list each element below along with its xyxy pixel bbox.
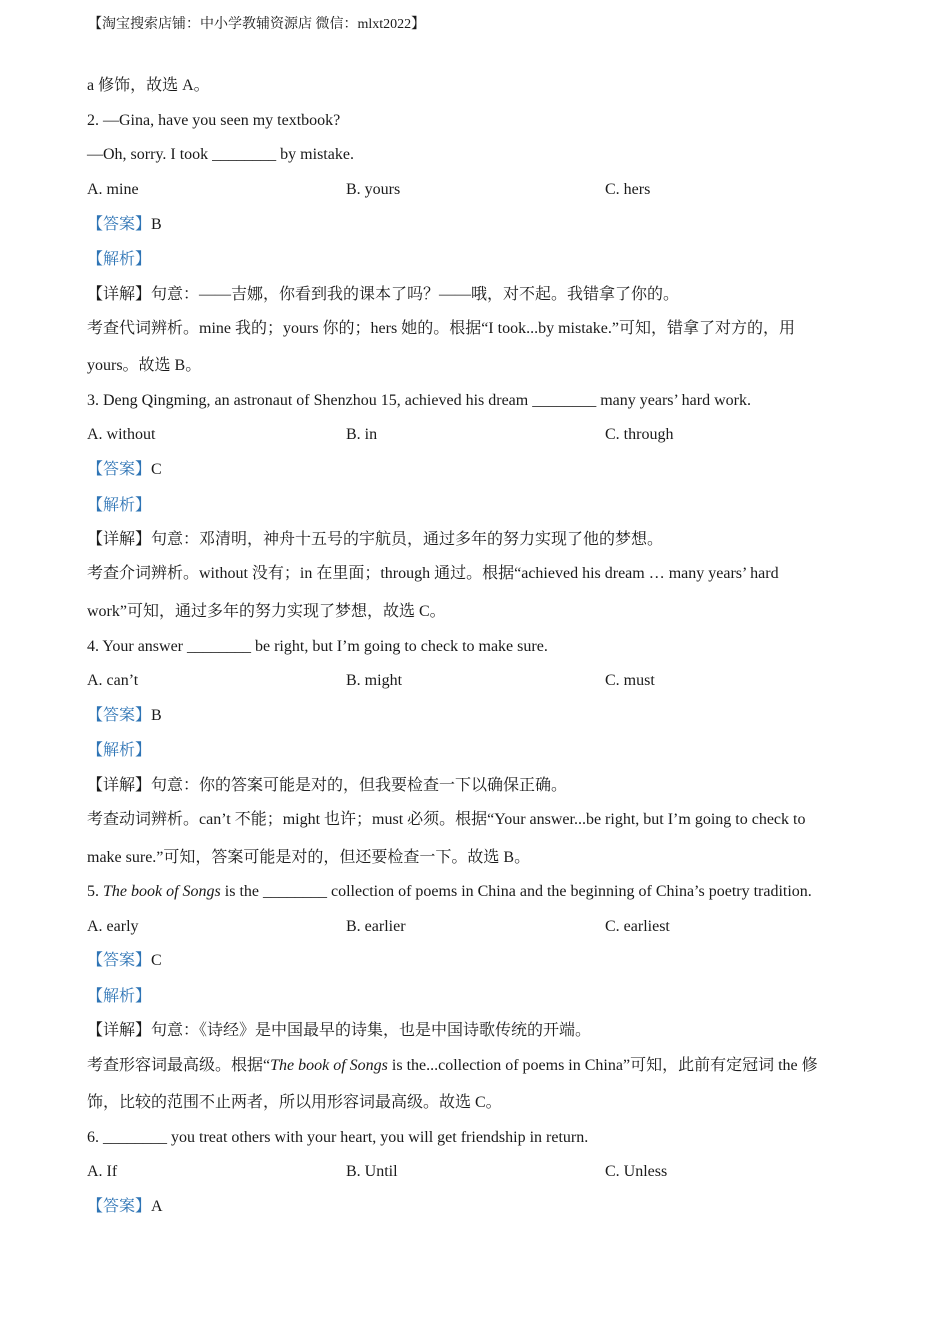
q5-explain-line2: 饰，比较的范围不止两者，所以用形容词最高级。故选 C。	[87, 1094, 502, 1111]
q3-answer-value: C	[151, 461, 162, 478]
q3-stem: 3. Deng Qingming, an astronaut of Shenzhou 15, achieved his dream ________ many years’ hard work.	[87, 392, 751, 409]
q4-detail	[87, 776, 567, 796]
q3-option-b: B. in	[346, 426, 378, 443]
q5-stem-title: The book of Songs	[103, 883, 221, 900]
q6-option-b: B. Until	[346, 1163, 398, 1180]
q5-stem-number: 5.	[87, 883, 103, 900]
q5-explain-pre: 考查形容词最高级。根据“	[87, 1057, 271, 1074]
q4-stem: 4. Your answer ________ be right, but I’m going to check to make sure.	[87, 638, 548, 655]
q5-stem	[87, 882, 812, 902]
q5-explain-line1	[87, 1056, 818, 1076]
q5-answer-value: C	[151, 952, 162, 969]
detail-label: 【详解】	[87, 1022, 152, 1039]
q5-detail	[87, 1021, 591, 1041]
q3-meaning: 句意：邓清明，神舟十五号的宇航员，通过多年的努力实现了他的梦想。	[151, 531, 664, 548]
q3-explain-line1: 考查介词辨析。without 没有；in 在里面；through 通过。根据“achieved his dream … many years’ hard	[87, 565, 779, 582]
detail-label: 【详解】	[87, 777, 152, 794]
q4-option-a: A. can’t	[87, 672, 139, 689]
q2-explain-line1: 考查代词辨析。mine 我的；yours 你的；hers 她的。根据“I took...by mistake.”可知，错拿了对方的，用	[87, 320, 795, 337]
q2-answer	[87, 215, 162, 235]
q4-explain-line2: make sure.”可知，答案可能是对的，但还要检查一下。故选 B。	[87, 849, 531, 866]
q5-meaning: 句意：《诗经》是中国最早的诗集，也是中国诗歌传统的开端。	[151, 1022, 592, 1039]
q4-meaning: 句意：你的答案可能是对的，但我要检查一下以确保正确。	[151, 777, 568, 794]
previous-answer-tail: a 修饰，故选 A。	[87, 77, 210, 94]
q3-detail	[87, 530, 663, 550]
q5-analysis-label: 【解析】	[87, 988, 152, 1005]
q3-option-c: C. through	[605, 426, 674, 443]
q2-stem-line2: —Oh, sorry. I took ________ by mistake.	[87, 146, 354, 163]
answer-label: 【答案】	[87, 1198, 152, 1215]
q2-stem-line1: 2. —Gina, have you seen my textbook?	[87, 112, 341, 129]
q3-explain-line2: work”可知，通过多年的努力实现了梦想，故选 C。	[87, 603, 446, 620]
q5-option-a: A. early	[87, 918, 139, 935]
answer-label: 【答案】	[87, 216, 152, 233]
q4-answer-value: B	[151, 707, 162, 724]
q3-option-a: A. without	[87, 426, 156, 443]
watermark-header: 【淘宝搜索店铺：中小学教辅资源店 微信：mlxt2022】	[88, 17, 426, 32]
q5-stem-rest: is the ________ collection of poems in China and the beginning of China’s poetry tradition.	[220, 883, 812, 900]
q3-analysis-label: 【解析】	[87, 497, 152, 514]
q2-explain-line2: yours。故选 B。	[87, 357, 202, 374]
q6-option-a: A. If	[87, 1163, 118, 1180]
q5-answer	[87, 951, 162, 971]
q6-answer	[87, 1197, 163, 1217]
answer-label: 【答案】	[87, 461, 152, 478]
q4-analysis-label: 【解析】	[87, 742, 152, 759]
q2-analysis-label: 【解析】	[87, 251, 152, 268]
q4-answer	[87, 706, 162, 726]
q6-answer-value: A	[151, 1198, 163, 1215]
answer-label: 【答案】	[87, 952, 152, 969]
q6-option-c: C. Unless	[605, 1163, 668, 1180]
q4-explain-line1: 考查动词辨析。can’t 不能；might 也许；must 必须。根据“Your answer...be right, but I’m going to check to	[87, 811, 806, 828]
q5-explain-post: is the...collection of poems in China”可知，此前有定冠词 the 修	[387, 1057, 818, 1074]
q5-option-b: B. earlier	[346, 918, 406, 935]
q5-explain-title: The book of Songs	[270, 1057, 388, 1074]
q2-option-a: A. mine	[87, 181, 139, 198]
detail-label: 【详解】	[87, 286, 152, 303]
q5-option-c: C. earliest	[605, 918, 670, 935]
detail-label: 【详解】	[87, 531, 152, 548]
q2-option-b: B. yours	[346, 181, 401, 198]
q2-meaning: 句意：——吉娜，你看到我的课本了吗？——哦，对不起。我错拿了你的。	[151, 286, 680, 303]
q4-option-b: B. might	[346, 672, 403, 689]
q3-answer	[87, 460, 162, 480]
q6-stem: 6. ________ you treat others with your heart, you will get friendship in return.	[87, 1129, 589, 1146]
q2-option-c: C. hers	[605, 181, 651, 198]
q4-option-c: C. must	[605, 672, 655, 689]
answer-label: 【答案】	[87, 707, 152, 724]
q2-detail	[87, 285, 679, 305]
q2-answer-value: B	[151, 216, 162, 233]
